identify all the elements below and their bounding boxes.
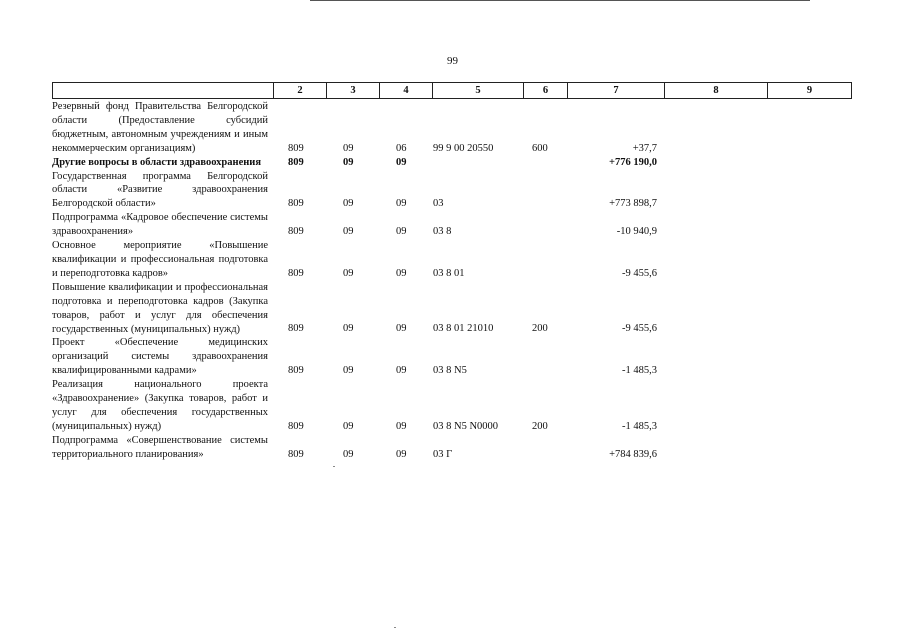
- row-subsection: 09: [396, 226, 407, 238]
- row-name: Государственная программа Белгородской области «Развитие здравоохранения Белгородской области»: [52, 170, 268, 210]
- row-subsection: 09: [396, 198, 407, 210]
- row-section: 09: [343, 448, 354, 460]
- row-ved: 809: [288, 156, 304, 168]
- row-subsection: 06: [396, 142, 407, 154]
- column-header-1: [53, 83, 274, 99]
- column-header-5: 5: [433, 83, 524, 99]
- row-ved: 809: [288, 142, 304, 154]
- table-row: [52, 156, 851, 170]
- row-section: 09: [343, 420, 354, 432]
- row-name: Подпрограмма «Совершенствование системы территориального планирования»: [52, 434, 268, 460]
- row-amount: +784 839,6: [609, 448, 657, 460]
- row-ved: 809: [288, 420, 304, 432]
- column-header-2: 2: [274, 83, 327, 99]
- row-target-code: 03 Г: [433, 448, 453, 460]
- row-amount: -1 485,3: [622, 420, 657, 432]
- row-ved: 809: [288, 365, 304, 377]
- row-name: Другие вопросы в области здравоохранения: [52, 156, 262, 168]
- row-amount: -9 455,6: [622, 323, 657, 335]
- row-amount: -10 940,9: [616, 226, 657, 238]
- column-header-table: [52, 82, 852, 99]
- scan-edge-line: [310, 0, 810, 1]
- row-ved: 809: [288, 226, 304, 238]
- row-target-code: 03 8: [433, 226, 452, 238]
- column-header-6: 6: [524, 83, 568, 99]
- row-subsection: 09: [396, 323, 407, 335]
- row-target-code: 03: [433, 198, 444, 210]
- row-section: 09: [343, 226, 354, 238]
- row-section: 09: [343, 323, 354, 335]
- row-target-code: 03 8 01: [433, 267, 465, 279]
- row-section: 09: [343, 267, 354, 279]
- row-ved: 809: [288, 323, 304, 335]
- table-row: [52, 100, 851, 156]
- row-subsection: 09: [396, 156, 407, 168]
- row-name: Повышение квалификации и профессиональная подготовка и переподготовка кадров (Закупка товаров, работ и услуг для обеспечения государственных (муниципальных) нужд): [52, 281, 268, 335]
- row-expense-type: 200: [532, 420, 548, 432]
- row-amount: +773 898,7: [609, 198, 657, 210]
- row-section: 09: [343, 156, 354, 168]
- row-expense-type: 600: [532, 142, 548, 154]
- row-ved: 809: [288, 267, 304, 279]
- row-subsection: 09: [396, 365, 407, 377]
- row-ved: 809: [288, 198, 304, 210]
- row-name: Проект «Обеспечение медицинских организаций системы здравоохранения квалифицированными кадрами»: [52, 337, 268, 377]
- row-amount: -1 485,3: [622, 365, 657, 377]
- row-name: Подпрограмма «Кадровое обеспечение системы здравоохранения»: [52, 212, 268, 238]
- row-section: 09: [343, 365, 354, 377]
- row-target-code: 03 8 01 21010: [433, 323, 494, 335]
- column-header-row: [53, 83, 852, 99]
- row-name: Резервный фонд Правительства Белгородской области (Предоставление субсидий бюджетным, автономным учреждениям и иным некоммерческим организациям): [52, 101, 268, 154]
- table-row: [52, 239, 851, 281]
- table-row: [52, 281, 851, 337]
- table-row: [52, 211, 851, 239]
- row-subsection: 09: [396, 267, 407, 279]
- row-amount: -9 455,6: [622, 267, 657, 279]
- table-row: [52, 336, 851, 378]
- row-name: Основное мероприятие «Повышение квалификации и профессиональная подготовка и переподготовка кадров»: [52, 240, 268, 279]
- row-target-code: 03 8 N5: [433, 365, 467, 377]
- table-row: [52, 434, 851, 462]
- row-amount: +37,7: [632, 142, 657, 154]
- scan-speck: [333, 466, 335, 467]
- column-header-8: 8: [665, 83, 768, 99]
- row-target-code: 99 9 00 20550: [433, 142, 494, 154]
- table-row: [52, 378, 851, 434]
- row-section: 09: [343, 198, 354, 210]
- column-header-9: 9: [768, 83, 852, 99]
- row-name: Реализация национального проекта «Здравоохранение» (Закупка товаров, работ и услуг для обеспечения государственных (муниципальных) нужд): [52, 379, 268, 432]
- row-target-code: 03 8 N5 N0000: [433, 420, 499, 432]
- budget-rows: [52, 100, 851, 462]
- column-header-4: 4: [380, 83, 433, 99]
- page-number: 99: [447, 55, 458, 67]
- row-ved: 809: [288, 448, 304, 460]
- column-header-7: 7: [568, 83, 665, 99]
- row-amount: +776 190,0: [609, 156, 657, 168]
- row-section: 09: [343, 142, 354, 154]
- scan-speck: [394, 627, 396, 628]
- column-header-3: 3: [327, 83, 380, 99]
- row-expense-type: 200: [532, 323, 548, 335]
- table-row: [52, 170, 851, 212]
- row-subsection: 09: [396, 420, 407, 432]
- row-subsection: 09: [396, 448, 407, 460]
